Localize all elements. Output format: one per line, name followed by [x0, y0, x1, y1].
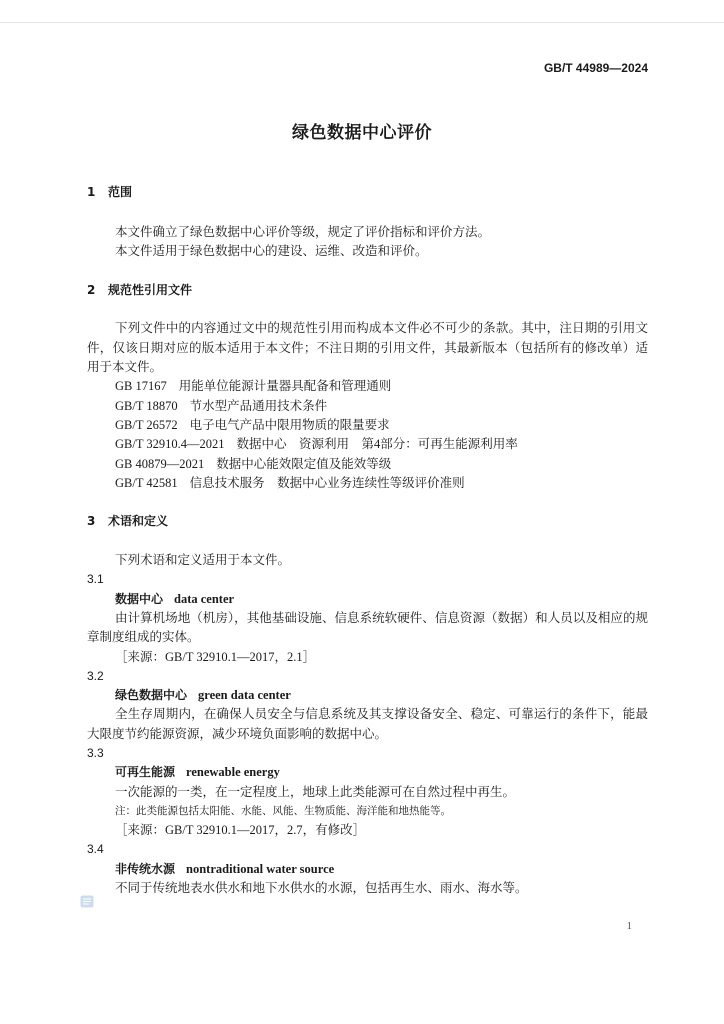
term-entry: [87, 667, 648, 744]
section-number: 1: [87, 185, 96, 199]
term-heading: [87, 590, 648, 609]
reference-code: GB 17167: [115, 379, 167, 394]
reference-title: 节水型产品通用技术条件: [189, 398, 328, 413]
section-title: 规范性引用文件: [108, 282, 193, 297]
term-name-zh: 非传统水源: [115, 861, 176, 876]
reference-code: GB/T 32910.4—2021: [115, 437, 225, 452]
paragraph: 下列文件中的内容通过文中的规范性引用而构成本文件必不可少的条款。其中，注日期的引用文件，仅该日期对应的版本适用于本文件；不注日期的引用文件，其最新版本（包括所有的修改单）适用于本文件。: [87, 321, 648, 375]
term-definition: 全生存周期内，在确保人员安全与信息系统及其支撑设备安全、稳定、可靠运行的条件下，能最大限度节约能源资源，减少环境负面影响的数据中心。: [87, 707, 648, 741]
document-body: [87, 183, 648, 898]
reference-title: 电子电气产品中限用物质的限量要求: [189, 417, 390, 432]
section-heading: [87, 183, 648, 202]
term-note: 注：此类能源包括太阳能、水能、风能、生物质能、海洋能和地热能等。: [115, 805, 451, 817]
term-name-en: renewable energy: [186, 765, 280, 780]
term-entry: [87, 744, 648, 840]
reference-item: [87, 435, 648, 454]
term-name-zh: 数据中心: [115, 591, 164, 606]
term-definition: 不同于传统地表水供水和地下水供水的水源，包括再生水、雨水、海水等。: [115, 881, 528, 896]
term-number: 3.2: [87, 668, 104, 683]
section-terms-definitions: [87, 512, 648, 898]
section-heading: [87, 281, 648, 300]
term-name-zh: 绿色数据中心: [115, 688, 188, 703]
section-number: 2: [87, 282, 96, 297]
term-source: ［来源：GB/T 32910.1—2017，2.1］: [115, 649, 316, 664]
paragraph: 本文件确立了绿色数据中心评价等级，规定了评价指标和评价方法。: [115, 224, 491, 239]
term-name-en: green data center: [198, 688, 291, 703]
term-definition: 一次能源的一类，在一定程度上，地球上此类能源可在自然过程中再生。: [115, 784, 516, 799]
term-name-zh: 可再生能源: [115, 765, 176, 780]
publisher-watermark-icon: [80, 895, 94, 908]
term-number: 3.3: [87, 746, 104, 760]
reference-title: 用能单位能源计量器具配备和管理通则: [178, 379, 392, 394]
reference-item: [87, 455, 648, 474]
standard-number-header: GB/T 44989—2024: [543, 61, 648, 75]
section-number: 3: [87, 514, 96, 529]
term-name-en: nontraditional water source: [186, 861, 335, 876]
reference-code: GB/T 42581: [115, 475, 178, 490]
document-title: 绿色数据中心评价: [292, 123, 432, 143]
reference-item: [87, 397, 648, 416]
section-heading: [87, 512, 648, 531]
section-title: 术语和定义: [108, 514, 169, 529]
reference-title: 数据中心 资源利用 第4部分：可再生能源利用率: [236, 437, 518, 452]
section-normative-references: [87, 281, 648, 493]
reference-code: GB 40879—2021: [115, 456, 205, 471]
term-entry: [87, 840, 648, 898]
section-title: 范围: [108, 185, 133, 199]
term-heading: [87, 763, 648, 782]
term-heading: [87, 860, 648, 879]
term-name-en: data center: [174, 591, 235, 606]
page-top-edge: [0, 22, 724, 23]
reference-code: GB/T 18870: [115, 398, 178, 413]
page-number: 1: [626, 920, 632, 932]
term-number: 3.1: [87, 572, 104, 587]
term-entry: [87, 570, 648, 666]
term-definition: 由计算机场地（机房），其他基础设施、信息系统软硬件、信息资源（数据）和人员以及相应的规章制度组成的实体。: [87, 610, 648, 645]
reference-title: 信息技术服务 数据中心业务连续性等级评价准则: [189, 475, 465, 490]
reference-item: [87, 416, 648, 435]
reference-code: GB/T 26572: [115, 417, 178, 432]
reference-item: [87, 474, 648, 493]
paragraph: 下列术语和定义适用于本文件。: [115, 553, 291, 568]
section-scope: [87, 183, 648, 262]
term-number: 3.4: [87, 842, 104, 857]
paragraph: 本文件适用于绿色数据中心的建设、运维、改造和评价。: [115, 244, 428, 259]
reference-item: [87, 377, 648, 396]
term-heading: [87, 686, 648, 705]
reference-title: 数据中心能效限定值及能效等级: [216, 456, 392, 471]
term-source: ［来源：GB/T 32910.1—2017，2.7，有修改］: [115, 823, 366, 838]
